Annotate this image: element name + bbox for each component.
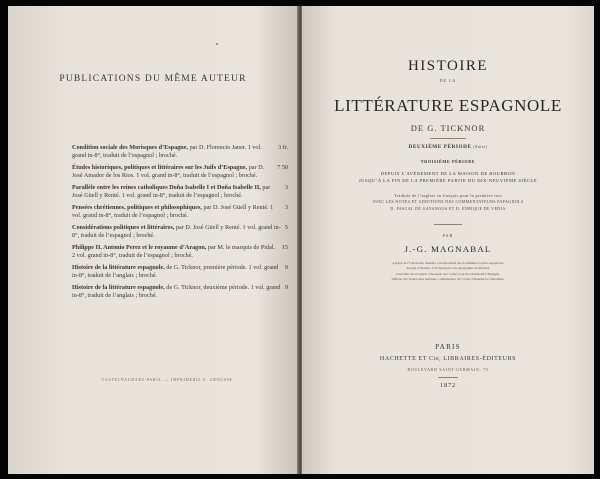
credential-line: Royale d’histoire, d’archéologie et de géographie de Madrid, <box>406 266 490 271</box>
entry-title: Histoire de la littérature espagnole, <box>72 264 165 271</box>
entry-title: Histoire de la littérature espagnole, <box>72 284 165 291</box>
entry-title: Condition sociale des Morisques d’Espagne, <box>72 144 189 151</box>
entry-price: 9 <box>284 264 288 271</box>
publication-entry <box>72 144 288 161</box>
divider-rule <box>438 377 458 378</box>
period-text: DEUXIÈME PÉRIODE <box>408 144 472 150</box>
entry-details: de G. Ticknor, deuxième période. 1 vol. grand in-8°, traduit de l’anglais ; broché. <box>72 284 281 300</box>
open-book <box>8 6 594 474</box>
translator-name: J.-G. MAGNABAL <box>404 244 492 254</box>
entry-price: 3 <box>284 204 288 211</box>
entry-price: 15 <box>281 244 288 251</box>
publication-year: 1872 <box>440 382 456 389</box>
entry-price: 3 <box>284 184 288 191</box>
translation-line: D. PASCAL DE GAYANGOS ET D. ENRIQUE DE VEDIA <box>390 205 506 211</box>
entry-price: 7 50 <box>277 164 288 171</box>
period-range-line: JUSQU’À LA FIN DE LA PREMIÈRE PARTIE DU DIX-NEUVIÈME SIÈCLE <box>358 178 538 183</box>
publication-entry <box>72 264 288 281</box>
third-period-heading: TROISIÈME PÉRIODE <box>420 159 476 164</box>
title-de-la: DE LA <box>439 78 457 83</box>
translation-line: AVEC LES NOTES ET ADDITIONS DES COMMENTATEURS ESPAGNOLS <box>372 199 524 205</box>
printer-imprint: CASTELNAUDARY-PARIS. — IMPRIMERIE E. GROUSSE. <box>101 378 235 382</box>
publications-title: PUBLICATIONS DU MÊME AUTEUR <box>59 74 247 84</box>
translator-credentials <box>302 261 594 283</box>
publication-entry <box>72 164 288 181</box>
credential-line: Agrégé de l’Université, membre correspondant des Académies royales espagnoles <box>392 261 504 265</box>
entry-title: Considérations politiques et littéraires, <box>72 224 175 231</box>
entry-details: par D. José Güell y Renté. 1 vol. grand in-8°, traduit de l’espagnol ; broché. <box>72 224 281 240</box>
publications-list <box>72 144 288 304</box>
translation-line: Traduite de l’anglais en français pour la première fois <box>394 193 502 198</box>
title-page <box>302 6 594 474</box>
publication-entry <box>72 184 288 201</box>
by-label: PAR <box>442 233 454 238</box>
entry-price: 9 <box>284 284 288 291</box>
credential-line: Chevalier de la Légion d’honneur, de l’ordre royal de Charles III d’Espagne, <box>396 271 500 276</box>
publication-entry <box>72 224 288 241</box>
entry-details: par D. José Güell y Renté. 1 vol. grand in-8°, traduit de l’espagnol ; broché. <box>72 204 274 220</box>
entry-details: par D. Florencio Janer. 1 vol. grand in-8°, traduit de l’espagnol ; broché. <box>72 144 262 160</box>
entry-details: par M. le marquis de Pidal. 2 vol. grand in-8°, traduit de l’espagnol ; broché. <box>72 244 276 260</box>
entry-price: 3 fr. <box>278 144 288 151</box>
page-speck <box>216 43 218 45</box>
divider-rule <box>434 224 462 225</box>
period-range-line: DEPUIS L’AVÈNEMENT DE LA MAISON DE BOURBON <box>380 171 516 176</box>
entry-details: de G. Ticknor, première période. 1 vol. grand in-8°, traduit de l’anglais ; broché. <box>72 264 279 280</box>
title-litterature: LITTÉRATURE ESPAGNOLE <box>334 96 562 115</box>
publisher-address: BOULEVARD SAINT-GERMAIN, 79 <box>407 368 489 372</box>
publication-city: PARIS <box>435 343 461 351</box>
entry-details: par José Güell y Renté. 1 vol. grand in-8°, traduit de l’espagnol ; broché. <box>72 184 271 200</box>
divider-rule <box>430 138 466 139</box>
left-page <box>8 6 298 474</box>
title-histoire: HISTOIRE <box>407 58 489 74</box>
title-author: DE G. TICKNOR <box>410 123 486 133</box>
period-range <box>302 170 594 184</box>
publication-entry <box>72 244 288 261</box>
entry-title: Études historiques, politiques et littéraires sur les Juifs d’Espagne, <box>72 164 248 171</box>
translation-note <box>302 193 594 212</box>
publication-entry <box>72 204 288 221</box>
entry-title: Philippe II, Antonio Perez et le royaume d’Aragon, <box>72 244 207 251</box>
period-heading <box>302 144 594 150</box>
publisher-name: HACHETTE ET Cie, LIBRAIRES-ÉDITEURS <box>379 356 517 362</box>
publication-entry <box>72 284 288 301</box>
credential-line: Officier de l’Instruction publique, commandeur de l’ordre d’Isabelle la Catholique. <box>391 277 505 282</box>
period-note: (Suite) <box>473 145 488 149</box>
entry-title: Parallèle entre les reines catholiques Doña Isabelle I et Doña Isabelle II, <box>72 184 261 191</box>
entry-title: Pensées chrétiennes, politiques et philosophiques, <box>72 204 202 211</box>
entry-price: 5 <box>284 224 288 231</box>
entry-details: par D. José Amador de los Rios. 1 vol. grand in-8°, traduit de l’espagnol ; broché. <box>72 164 265 180</box>
